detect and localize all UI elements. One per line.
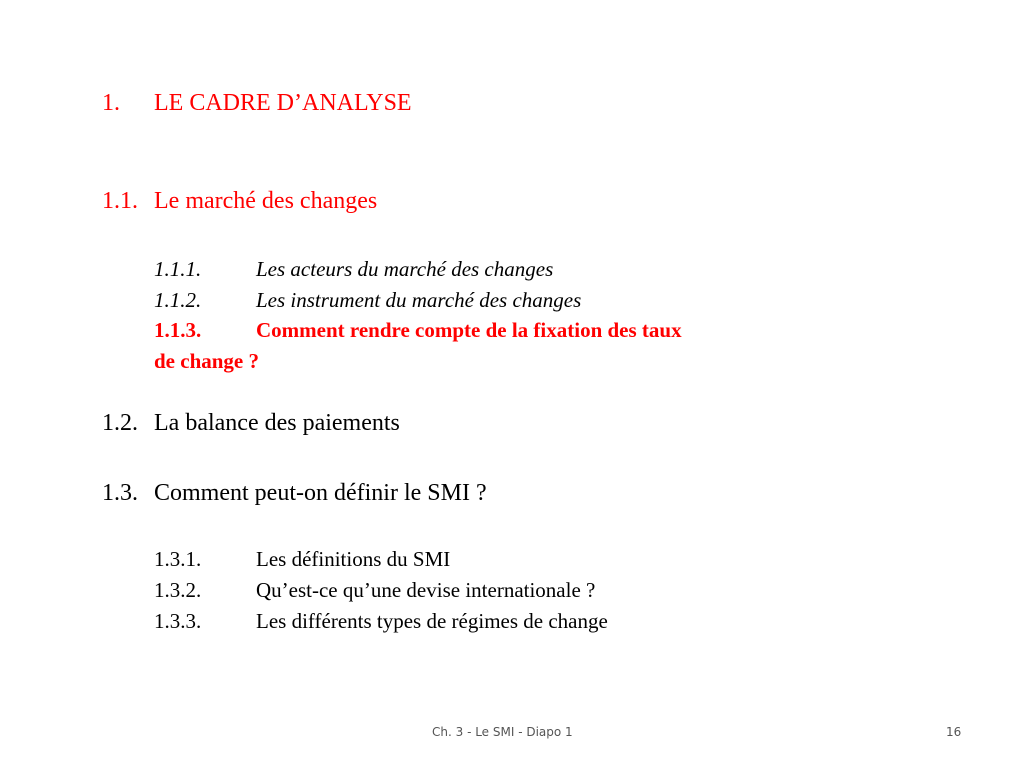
item-text: Comment rendre compte de la fixation des taux [256, 318, 682, 342]
item-number: 1.1.3. [154, 318, 202, 342]
section-number: 1.1. [102, 188, 138, 214]
section-title: La balance des paiements [154, 410, 400, 436]
item-continuation: de change ? [154, 349, 259, 373]
footer-caption: Ch. 3 - Le SMI - Diapo 1 [432, 725, 573, 739]
section-title: Le marché des changes [154, 188, 378, 214]
item-text: Les instrument du marché des changes [256, 288, 582, 312]
item-number: 1.1.1. [154, 257, 202, 281]
section-number: 1.2. [102, 410, 138, 436]
heading-number: 1. [102, 90, 120, 116]
item-number: 1.3.2. [154, 578, 202, 602]
item-number: 1.3.1. [154, 547, 202, 571]
item-text: Les différents types de régimes de change [256, 609, 608, 633]
section-title: Comment peut-on définir le SMI ? [154, 480, 487, 506]
slide-number: 16 [946, 725, 962, 739]
section-number: 1.3. [102, 480, 138, 506]
item-number: 1.1.2. [154, 288, 202, 312]
heading-title: LE CADRE D’ANALYSE [154, 90, 412, 116]
item-text: Les définitions du SMI [256, 547, 451, 571]
item-text: Les acteurs du marché des changes [256, 257, 554, 281]
item-text: Qu’est-ce qu’une devise internationale ? [256, 578, 596, 602]
item-number: 1.3.3. [154, 609, 202, 633]
